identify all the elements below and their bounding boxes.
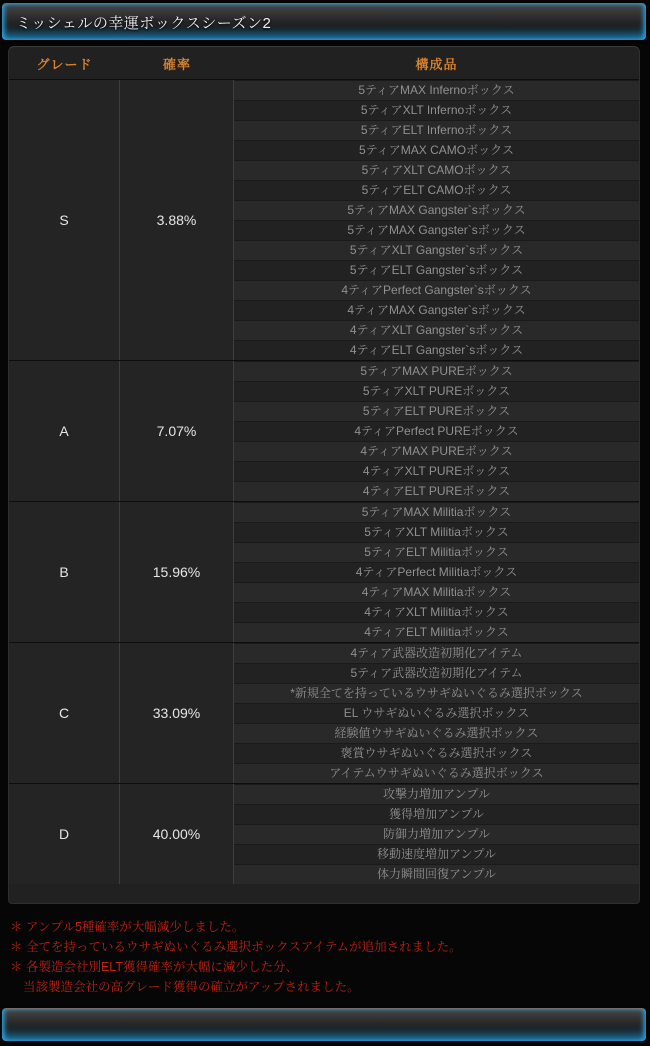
grade-section-c — [9, 642, 639, 783]
notes-block — [10, 917, 640, 997]
item-row: 5ティアXLT PUREボックス — [234, 381, 639, 401]
item-row: 5ティア武器改造初期化アイテム — [234, 663, 639, 683]
title-bar — [2, 3, 646, 40]
item-row: 体力瞬間回復アンプル — [234, 864, 639, 884]
item-row: 移動速度増加アンプル — [234, 844, 639, 864]
grade-value: A — [9, 361, 120, 501]
item-row: 攻撃力増加アンプル — [234, 784, 639, 804]
item-row: アイテムウサギぬいぐるみ選択ボックス — [234, 763, 639, 783]
header-probability: 確率 — [162, 56, 191, 72]
grade-value: C — [9, 643, 120, 783]
grade-section-d — [9, 783, 639, 884]
item-row: 4ティアMAX PUREボックス — [234, 441, 639, 461]
grade-section-a — [9, 360, 639, 501]
items-column — [234, 80, 639, 360]
item-row: 4ティアMAX Militiaボックス — [234, 582, 639, 602]
item-row: 5ティアELT PUREボックス — [234, 401, 639, 421]
item-row: 5ティアELT Militiaボックス — [234, 542, 639, 562]
item-row: 5ティアELT CAMOボックス — [234, 180, 639, 200]
item-row: 4ティアPerfect PUREボックス — [234, 421, 639, 441]
items-column — [234, 502, 639, 642]
header-items: 構成品 — [415, 56, 458, 72]
note-line: 当該製造会社の高グレード獲得の確立がアップされました。 — [23, 980, 360, 994]
item-row: 4ティアPerfect Gangster`sボックス — [234, 280, 639, 300]
item-row: 5ティアMAX Militiaボックス — [234, 502, 639, 522]
item-row: 5ティアMAX CAMOボックス — [234, 140, 639, 160]
item-row: 経験値ウサギぬいぐるみ選択ボックス — [234, 723, 639, 743]
item-row: 5ティアELT Infernoボックス — [234, 120, 639, 140]
item-row: 褒賞ウサギぬいぐるみ選択ボックス — [234, 743, 639, 763]
item-row: 防御力増加アンプル — [234, 824, 639, 844]
probability-value: 3.88% — [120, 80, 234, 360]
footer-bar — [2, 1008, 646, 1041]
item-row: EL ウサギぬいぐるみ選択ボックス — [234, 703, 639, 723]
note-line: ＊ 全てを持っているウサギぬいぐるみ選択ボックスアイテムが追加されました。 — [10, 940, 462, 954]
item-row: 4ティアELT PUREボックス — [234, 481, 639, 501]
grade-section-b — [9, 501, 639, 642]
grade-value: B — [9, 502, 120, 642]
item-row: 5ティアELT Gangster`sボックス — [234, 260, 639, 280]
table-header-row — [9, 47, 639, 79]
page-title: ミッシェルの幸運ボックスシーズン2 — [16, 14, 272, 32]
items-column — [234, 784, 639, 884]
note-line: ＊ 各製造会社別ELT獲得確率が大幅に減少した分、 — [10, 960, 298, 974]
item-row: 5ティアXLT Gangster`sボックス — [234, 240, 639, 260]
item-row: 4ティアPerfect Militiaボックス — [234, 562, 639, 582]
header-grade: グレード — [36, 56, 93, 72]
item-row: 4ティアXLT Militiaボックス — [234, 602, 639, 622]
probability-value: 33.09% — [120, 643, 234, 783]
items-column — [234, 361, 639, 501]
item-row: 5ティアMAX Infernoボックス — [234, 80, 639, 100]
items-column — [234, 643, 639, 783]
item-row: 4ティア武器改造初期化アイテム — [234, 643, 639, 663]
note-line: ＊ アンプル5種確率が大幅減少しました。 — [10, 920, 245, 934]
table-body — [9, 79, 639, 884]
item-row: 4ティアELT Gangster`sボックス — [234, 340, 639, 360]
probability-value: 7.07% — [120, 361, 234, 501]
item-row: 5ティアMAX Gangster`sボックス — [234, 200, 639, 220]
grade-value: S — [9, 80, 120, 360]
probability-value: 40.00% — [120, 784, 234, 884]
item-row: 5ティアXLT CAMOボックス — [234, 160, 639, 180]
item-row: 5ティアMAX PUREボックス — [234, 361, 639, 381]
item-row: 5ティアXLT Infernoボックス — [234, 100, 639, 120]
probability-value: 15.96% — [120, 502, 234, 642]
item-row: 5ティアXLT Militiaボックス — [234, 522, 639, 542]
grade-value: D — [9, 784, 120, 884]
lucky-box-table — [8, 46, 640, 904]
item-row: 5ティアMAX Gangster`sボックス — [234, 220, 639, 240]
item-row: 4ティアXLT Gangster`sボックス — [234, 320, 639, 340]
item-row: *新規全てを持っているウサギぬいぐるみ選択ボックス — [234, 683, 639, 703]
item-row: 4ティアELT Militiaボックス — [234, 622, 639, 642]
item-row: 獲得増加アンプル — [234, 804, 639, 824]
grade-section-s — [9, 79, 639, 360]
item-row: 4ティアMAX Gangster`sボックス — [234, 300, 639, 320]
item-row: 4ティアXLT PUREボックス — [234, 461, 639, 481]
